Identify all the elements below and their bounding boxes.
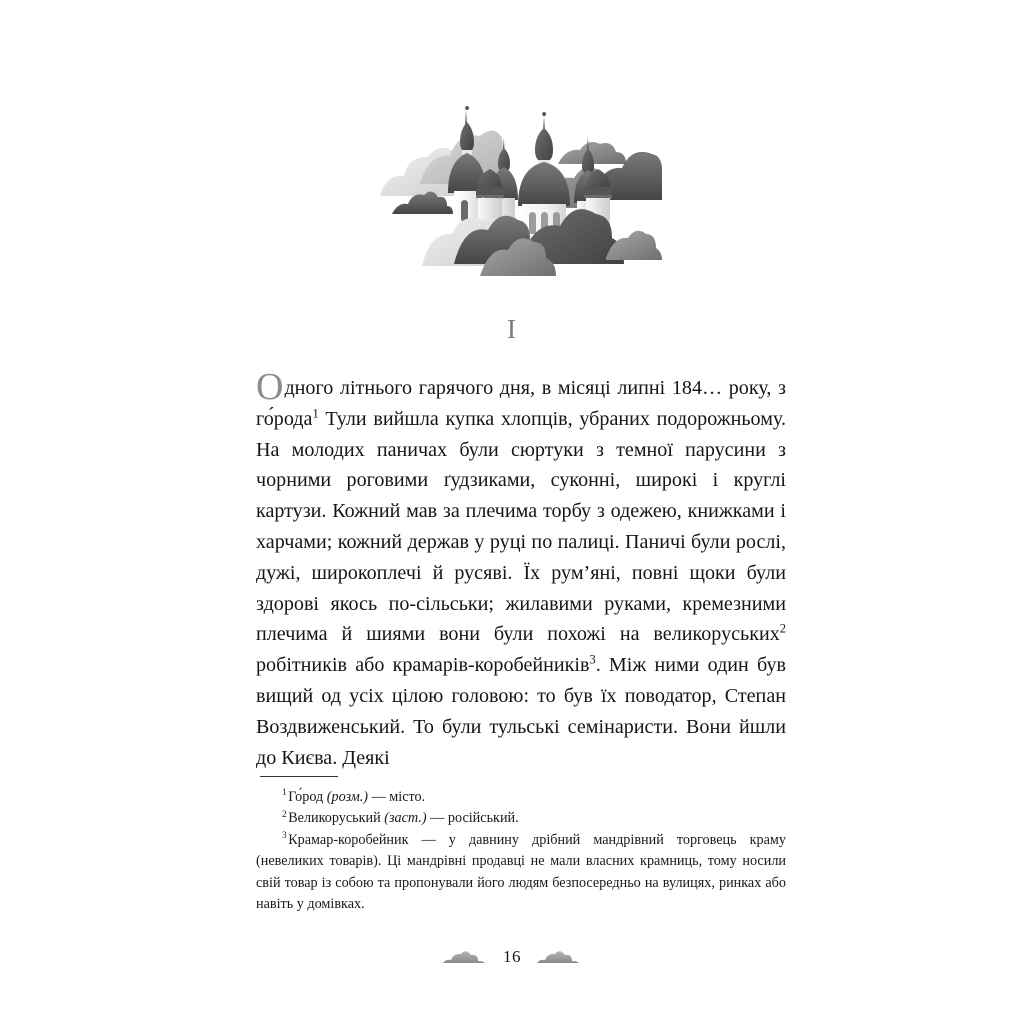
cloud-ornament-right (535, 949, 583, 965)
footnote-term: Великоруський (288, 810, 385, 827)
opening-paragraph (256, 366, 786, 773)
footnote-term: Крамар-коробейник (288, 831, 409, 848)
body-text-block (256, 366, 786, 773)
footnote-ref-1[interactable]: 1 (312, 406, 319, 421)
footnote-definition: — у давнину дрібний мандрівний торговець краму (невеликих товарів). Ці мандрівні продавці не мали власних крамниць, тому носили свій товар із собою та пропонували його людям безпосередньо на вулицях, ринках або навіть у домівках. (256, 831, 786, 913)
paragraph-segment-4: . Між ними один був вищий од усіх цілою головою: то був їх поводатор, Степан Воздвиженський. То були тульські семінаристи. Вони йшли до Києва. Деякі (256, 654, 786, 769)
footnote-term: Го́род (288, 789, 327, 805)
footnote-item (256, 808, 786, 829)
paragraph-segment-2: Тули вийшла купка хлопців, убраних подорожньому. На молодих паничах були сюртуки з темної парусини з чорними роговими ґудзиками, суконні, широкі і круглі картузи. Кожний мав за плечима торбу з одежею, книжками і харчами; кожний держав у руці по палиці. Паничі були рослі, дужі, широкоплечі й русяві. Їх рум’яні, повні щоки були здорові якось по-сільськи; жилавими руками, кремезними плечима й шиями вони були похожі на великоруських (256, 407, 786, 646)
footnote-item (256, 830, 786, 916)
footnote-qualifier: (заст.) (384, 810, 427, 827)
footnote-marker: 2 (282, 809, 287, 820)
footnote-item (256, 787, 786, 808)
paragraph-segment-1: дного літнього гарячого дня, в місяці липні 184… року, з го́рода (256, 377, 786, 430)
footnote-marker: 3 (282, 831, 287, 842)
footnotes-section (256, 776, 786, 915)
footnote-qualifier: (розм.) (326, 789, 369, 805)
page-number: 16 (503, 947, 521, 966)
footnote-definition: — місто. (368, 789, 426, 805)
footnote-ref-2[interactable]: 2 (779, 621, 786, 636)
kyiv-cathedral-clouds-illustration (362, 88, 662, 283)
page-footer (0, 948, 1024, 965)
paragraph-segment-3: робітників або крамарів-коробейників (256, 654, 590, 677)
drop-cap: О (256, 366, 284, 408)
chapter-numeral: I (507, 314, 517, 344)
footnote-separator-rule (260, 776, 338, 777)
footnote-definition: — російський. (426, 810, 519, 827)
footnote-marker: 1 (282, 788, 287, 799)
cloud-ornament-left (441, 949, 489, 965)
footnote-ref-3[interactable]: 3 (589, 652, 596, 667)
